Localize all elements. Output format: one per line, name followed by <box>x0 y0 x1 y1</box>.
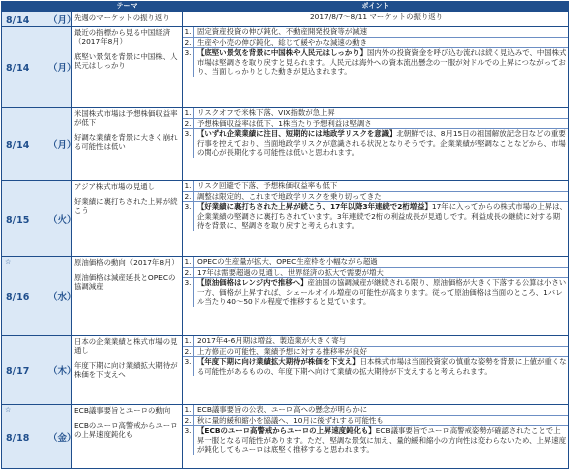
point-text <box>194 268 568 278</box>
point-number: 3. <box>183 129 194 158</box>
point-body: 産油国の協調減産が継続される限り、原油価格が大きく下落する公算は小さい一方、価格が上昇すれば、シェールオイル増産の可能性が高まります。従って原油価格は当面のところ、1バレル当たり40～50ドル程度で推移すると見ています。 <box>197 278 567 307</box>
row-points-cell <box>183 405 569 469</box>
point-body: 日本株式市場は当面投資家の慎重な姿勢を背景に上値が重くなる可能性があるものの、年度下期へ向けて業績の拡大期待が下支えすると考えられます。 <box>197 357 567 376</box>
theme-main: アジア株式市場の見通し <box>74 182 156 191</box>
table-row <box>2 181 569 257</box>
row-theme-cell <box>72 108 183 181</box>
point-highlight: 【好業績に裏打ちされた上昇が続こう、17年以降3年連続で2桁増益】 <box>197 202 432 212</box>
point-number: 2. <box>183 38 194 48</box>
point-item <box>183 38 568 49</box>
point-body: 2017年4-6月期は増益、製造業が大きく寄与 <box>197 336 347 345</box>
row-theme-cell <box>72 181 183 257</box>
point-item <box>183 416 568 427</box>
row-weekday: （火） <box>48 214 77 226</box>
point-number: 2. <box>183 416 194 426</box>
table-row <box>2 405 569 469</box>
point-number: 2. <box>183 192 194 202</box>
point-item <box>183 129 568 158</box>
point-number: 1. <box>183 257 194 267</box>
point-item <box>183 48 568 77</box>
row-date-cell <box>2 336 77 405</box>
theme-main: 米国株式市場は予想株価収益率が低下 <box>74 109 178 127</box>
point-number: 1. <box>183 405 194 415</box>
point-text <box>194 48 568 77</box>
row-weekday: （金） <box>48 432 77 444</box>
point-number: 3. <box>183 48 194 77</box>
point-highlight: 【原油価格はレンジ内で推移へ】 <box>197 278 308 288</box>
point-number: 1. <box>183 336 194 346</box>
theme-main: ECB議事要旨とユーロの動向 <box>74 406 171 415</box>
point-item <box>183 426 568 455</box>
row-theme-cell <box>72 12 183 27</box>
point-item <box>183 268 568 279</box>
point-body: 17年は需要超過の見通し、世界経済の拡大で需要が増大 <box>197 267 384 277</box>
row-date: 8/14 <box>6 140 30 151</box>
point-text <box>194 257 568 267</box>
point-body: 生産や小売の伸び鈍化、総じて緩やかな減速の動き <box>197 37 367 47</box>
table-row <box>2 336 569 405</box>
row-theme-cell <box>72 27 183 108</box>
point-body: OPECの生産量が拡大、OPEC生産枠を小幅ながら超過 <box>197 257 378 266</box>
point-text <box>194 181 568 191</box>
table-header-row <box>2 2 569 12</box>
row-points-cell <box>183 257 569 336</box>
theme-sub: 底堅い景気を背景に中国株、人民元はしっかり <box>74 52 178 70</box>
point-number: 1. <box>183 27 194 37</box>
point-highlight: 【いずれ企業業績に注目、短期的には地政学リスクを意識】 <box>197 129 397 139</box>
point-text <box>194 202 568 231</box>
report-rows <box>2 12 569 469</box>
row-weekday: （月） <box>48 140 77 151</box>
point-item <box>183 119 568 130</box>
theme-sub: 原油価格は減産延長とOPECの協調減産 <box>74 273 176 291</box>
row-theme-cell <box>72 405 183 469</box>
point-item <box>183 108 568 119</box>
point-body: 17年に入ってからの株式市場の上昇は、企業業績の堅調さに裏打ちされています。3年連続で2桁の利益成長が見通しです。利益成長の継続に対する期待を背景に、堅調さを取り戻すと考えられます。 <box>197 202 567 231</box>
point-text <box>194 129 568 158</box>
point-number: 3. <box>183 357 194 376</box>
row-date-cell <box>2 257 77 336</box>
date-column-header <box>2 2 72 12</box>
row-weekday: （木） <box>48 366 77 377</box>
row-weekday: （月） <box>48 15 77 26</box>
table-row <box>2 108 569 181</box>
point-text <box>194 278 568 307</box>
point-item <box>183 357 568 376</box>
point-highlight: 【年度下期に向け業績拡大期待が株価を下支え】 <box>197 357 360 367</box>
point-number: 2. <box>183 119 194 129</box>
theme-sub: 年度下期に向け業績拡大期待が株価を下支えへ <box>74 361 178 379</box>
point-number: 3. <box>183 426 194 455</box>
star-icon: ☆ <box>5 406 12 414</box>
row-date-cell <box>2 405 77 469</box>
point-item <box>183 278 568 307</box>
point-body: 予想株価収益率は低下、1株当たり予想利益は堅調さ <box>197 118 372 128</box>
point-number: 1. <box>183 108 194 118</box>
point-body: 秋に量的緩和縮小を協議へ、10月に後ずれする可能性も <box>197 415 384 425</box>
row-theme-cell <box>72 257 183 336</box>
point-body: リスク回避で下落、予想株価収益率も低下 <box>197 181 338 190</box>
theme-main: 日本の企業業績と株式市場の見通し <box>74 337 178 355</box>
point-body: 国内外の投資資金を呼び込む流れは続く見込みで、中国株式市場は堅調さを取り戻すと見られます。人民元は海外への資本流出懸念の一服が対ドルでの上昇につながっており、当面しっかりとした動きが見込まれます。 <box>197 48 567 77</box>
row-points-cell <box>183 336 569 405</box>
row-points-cell <box>183 181 569 257</box>
theme-main: 先週のマーケットの振り返り <box>74 13 170 22</box>
point-item <box>183 12 568 22</box>
row-weekday: （水） <box>48 292 77 303</box>
point-item <box>183 257 568 268</box>
row-date-cell <box>2 108 77 181</box>
theme-sub: ECBのユーロ高警戒からユーロの上昇速度鈍化も <box>74 421 178 439</box>
theme-sub: 好業績に裏打ちされた上昇が続こう <box>74 197 178 215</box>
row-date-cell <box>2 12 77 27</box>
point-text <box>194 27 568 37</box>
row-date-cell <box>2 27 77 108</box>
row-points-cell <box>183 27 569 108</box>
theme-main: 最近の指標から見る中国経済（2017年8月） <box>74 28 171 46</box>
point-text <box>194 38 568 48</box>
row-date: 8/14 <box>6 15 30 26</box>
point-body: 上方修正の可能性、業績予想に対する推移率が良好 <box>197 346 367 356</box>
row-theme-cell <box>72 336 183 405</box>
point-item <box>183 336 568 347</box>
point-text <box>194 347 568 357</box>
point-body: 北朝鮮では、8月15日の祖国解放記念日などの重要行事を控えており、当面地政学リスクが意識される状況となりそうです。企業業績が堅調なことなどから、市場の関心が長期化する可能性は低いと思われます。 <box>197 129 566 158</box>
point-text <box>194 108 568 118</box>
point-item <box>183 405 568 416</box>
point-number: 3. <box>183 202 194 231</box>
point-item <box>183 347 568 358</box>
point-body: ECB議事要旨でユーロ高警戒姿勢が確認されたことで上昇一服となる可能性があります。ただ、堅調な景気に加え、量的緩和縮小の方向性は変わらないため、上昇速度が鈍化してもユーロは底堅く推移すると思われます。 <box>197 426 567 455</box>
point-number: 2. <box>183 347 194 357</box>
row-weekday: （月） <box>48 63 77 74</box>
point-highlight: 【底堅い景気を背景に中国株や人民元はしっかり】 <box>197 48 367 58</box>
row-date: 8/17 <box>6 366 30 377</box>
point-number: 3. <box>183 278 194 307</box>
point-item <box>183 192 568 203</box>
point-text <box>194 426 568 455</box>
theme-column-header: テーマ <box>72 2 183 12</box>
point-item <box>183 202 568 231</box>
table-row <box>2 12 569 27</box>
row-points-cell <box>183 108 569 181</box>
star-icon: ☆ <box>5 258 12 266</box>
row-date: 8/16 <box>6 292 30 303</box>
point-item <box>183 27 568 38</box>
row-date: 8/14 <box>6 63 30 74</box>
theme-main: 原油価格の動向（2017年8月） <box>74 258 179 267</box>
point-body: 調整は限定的、これまで地政学リスクを乗り切ってきた <box>197 191 382 201</box>
table-row <box>2 257 569 336</box>
row-date-cell <box>2 181 77 257</box>
point-highlight: 【ECBのユーロ高警戒からユーロの上昇速度鈍化も】 <box>197 426 376 436</box>
point-number: 2. <box>183 268 194 278</box>
point-text <box>194 357 568 376</box>
theme-sub: 好調な業績を背景に大きく崩れる可能性は低い <box>74 133 178 151</box>
weekly-report-table <box>1 1 569 469</box>
point-text <box>194 416 568 426</box>
point-body: ECB議事要旨の公表、ユーロ高への懸念が明らかに <box>197 405 368 414</box>
point-text <box>194 336 568 346</box>
row-date: 8/15 <box>6 214 30 226</box>
point-body: リスクオフで米株下落、VIX指数が急上昇 <box>197 108 335 117</box>
points-column-header: ポイント <box>183 2 569 12</box>
point-number: 1. <box>183 181 194 191</box>
point-body: 固定資産投資の伸び鈍化、不動産開発投資等が減速 <box>197 27 367 36</box>
row-date: 8/18 <box>6 432 30 444</box>
row-points-cell <box>183 12 569 27</box>
point-text <box>194 192 568 202</box>
table-row <box>2 27 569 108</box>
point-text <box>194 405 568 415</box>
point-item <box>183 181 568 192</box>
point-text <box>194 119 568 129</box>
point-text: 2017/8/7～8/11 マーケットの振り返り <box>309 12 444 21</box>
